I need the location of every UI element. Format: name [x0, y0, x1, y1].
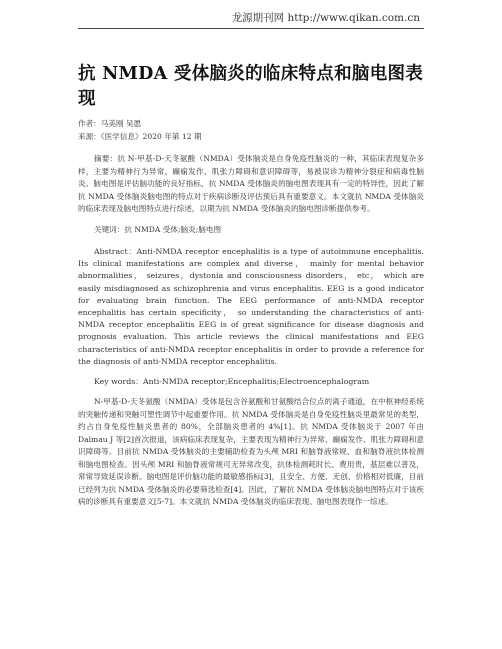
- keywords-en: Key words：Anti-NMDA receptor;Encephalitis;Electroencephalogram: [94, 377, 370, 387]
- abstract-en: Abstract：Anti-NMDA receptor encephalitis is a type of autoimmune encephalitis. Its clinical manifestations are complex and diverse， mainly for mental behavior abnormalities， seizures，dystonia and consciousness disorders， etc， which are easily misdiagnosed as schizophrenia and virus encephalitis. EEG is a good indicator for evaluating brain function. The EEG performance of anti-NMDA receptor encephalitis has certain specificity， so understanding the characteristics of anti-NMDA receptor encephalitis EEG is of great significance for disease diagnosis and prognosis evaluation. This article reviews the clinical manifestations and EEG characteristics of anti-NMDA receptor encephalitis in order to provide a reference for the diagnosis of anti-NMDA receptor encephalitis.: [78, 247, 424, 366]
- keywords-cn: 关键词：抗 NMDA 受体;脑炎;脑电图: [94, 224, 222, 234]
- article-title: 抗 NMDA 受体脑炎的临床特点和脑电图表现: [78, 64, 424, 109]
- article-authors: 作者：马美刚 吴愿: [78, 119, 142, 128]
- body-text: N-甲基-D-天冬氨酸（NMDA）受体是包含谷氨酸和甘氨酸结合位点的离子通道，在中枢神经系统的突触传递和突触可塑性调节中起重要作用。抗 NMDA 受体脑炎是自身免疫性脑炎里最常见的类型，约占自身免疫性脑炎患者的 80%，全部脑炎患者的 4%[1]。抗 NMDA 受体脑炎于 2007 年由 Dalmau J 等[2]首次报道，该病临床表现复杂，主要表现为精神行为异常、癫痫发作、肌张力障碍和意识障碍等。目前抗 NMDA 受体脑炎的主要辅助检查为头颅 MRI 和脑脊液常规、血和脑脊液抗体检测和脑电图检查。因头颅 MRI 和脑脊液常规可无异常改变，抗体检测耗时长、费用贵，基层难以普及，常常导致延误诊断。脑电图是评价脑功能的最敏感指标[3]，且安全、方便、无创、价格相对低廉，目前已经列为抗 NMDA 受体脑炎的必要筛选检查[4]。因此，了解抗 NMDA 受体脑炎脑电图特点对于该疾病的诊断具有重要意义[5-7]。本文就抗 NMDA 受体脑炎的临床表现、脑电图表现作一综述。: [78, 397, 424, 507]
- article: [78, 62, 424, 509]
- header-divider: [78, 28, 424, 29]
- article-source: 来源：《医学信息》2020 年第 12 期: [78, 131, 202, 141]
- abstract-cn: 摘要：抗 N-甲基-D-天冬氨酸（NMDA）受体脑炎是自身免疫性脑炎的一种，其临床表现复杂多样，主要为精神行为异常、癫痫发作、肌张力障碍和意识障碍等，易被误诊为精神分裂症和病毒性脑炎。脑电图是评估脑功能的良好指标，抗 NMDA 受体脑炎的脑电图表现具有一定的特异性，因此了解抗 NMDA 受体脑炎脑电图的特点对于疾病诊断及评估预后具有重要意义。本文就抗 NMDA 受体脑炎的临床表现及脑电图特点进行综述，以期为抗 NMDA 受体脑炎的脑电图诊断提供参考。: [78, 154, 424, 213]
- header-site-url: 龙源期刊网 http://www.qikan.com.cn: [231, 12, 420, 24]
